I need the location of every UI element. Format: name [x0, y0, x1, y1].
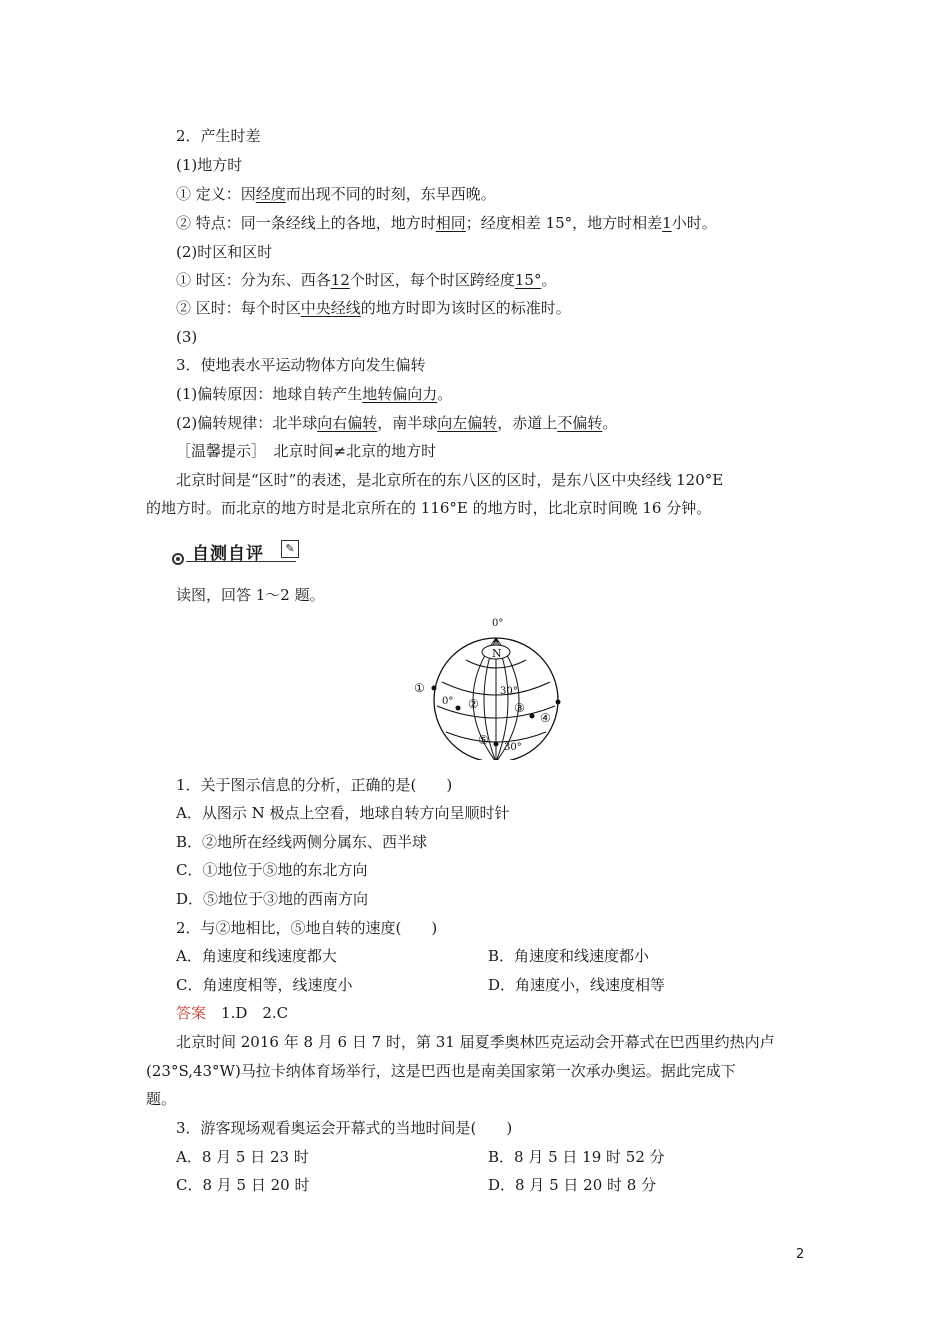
text: ② 特点：同一条经线上的各地，地方时	[176, 214, 436, 232]
text: 。	[541, 271, 557, 289]
point-1-label: ①	[414, 681, 425, 695]
deflection-cause	[176, 384, 452, 404]
underlined-answer: 15°	[514, 271, 542, 289]
passage-line-3: 题。	[146, 1090, 177, 1108]
text: 个时区，每个时区跨经度	[349, 271, 515, 289]
question-3-option-a: A．8 月 5 日 23 时	[176, 1148, 309, 1166]
question-2: 2．与②地相比，⑤地自转的速度( )	[176, 919, 438, 937]
question-3-option-b: B．8 月 5 日 19 时 52 分	[488, 1148, 665, 1166]
underlined-answer: 相同	[435, 214, 466, 232]
text: (2)偏转规律：北半球	[176, 414, 318, 432]
section-title: 自测自评	[192, 544, 264, 564]
text: ，南半球	[377, 414, 438, 432]
question-3-option-d: D．8 月 5 日 20 时 8 分	[488, 1176, 657, 1194]
question-2-option-a: A．角速度和线速度都大	[176, 947, 337, 965]
passage-line-2: (23°S,43°W)马拉卡纳体育场举行，这是巴西也是南美国家第一次承办奥运。据此完成下	[146, 1062, 736, 1080]
page-number: 2	[796, 1247, 805, 1262]
text: ① 时区：分为东、西各	[176, 271, 331, 289]
time-zone-heading: (2)时区和区时	[176, 243, 273, 261]
point-4-label: ④	[540, 711, 551, 725]
text: 。	[437, 385, 453, 403]
question-1-option-c: C．①地位于⑤地的东北方向	[176, 861, 368, 879]
underlined-answer: 12	[330, 271, 350, 289]
question-1: 1．关于图示信息的分析，正确的是( )	[176, 776, 453, 794]
text: 而出现不同的时刻，东早西晚。	[285, 185, 496, 203]
question-1-option-b: B．②地所在经线两侧分属东、西半球	[176, 833, 428, 851]
text: 的地方时即为该时区的标准时。	[360, 299, 571, 317]
section-underline	[186, 561, 296, 562]
text: ① 定义：因	[176, 185, 256, 203]
pen-icon: ✎	[281, 540, 299, 558]
self-test-section-header	[172, 537, 302, 569]
zone-time-definition	[176, 298, 571, 318]
left-meridian-label: 0°	[442, 696, 454, 707]
exercise-intro: 读图，回答 1～2 题。	[176, 586, 325, 604]
pole-label: N	[492, 647, 502, 660]
time-zone-definition	[176, 270, 557, 290]
answer-line	[176, 1003, 288, 1023]
item-3-label: (3)	[176, 328, 198, 346]
local-time-feature	[176, 213, 717, 233]
underlined-answer: 向右偏转	[317, 414, 378, 432]
globe-figure	[410, 612, 570, 760]
question-2-option-c: C．角速度相等，线速度小	[176, 976, 353, 994]
local-time-definition	[176, 184, 496, 204]
answer-label: 答案	[176, 1004, 207, 1022]
deflection-rule	[176, 413, 617, 433]
underlined-answer: 1	[662, 214, 672, 232]
text: ；经度相差 15°，地方时相差	[465, 214, 663, 232]
local-time-heading: (1)地方时	[176, 156, 243, 174]
section-3-heading: 3．使地表水平运动物体方向发生偏转	[176, 356, 426, 374]
question-3-option-c: C．8 月 5 日 20 时	[176, 1176, 310, 1194]
passage-line-1: 北京时间 2016 年 8 月 6 日 7 时，第 31 届夏季奥林匹克运动会开幕式在巴西里约热内卢	[176, 1033, 775, 1051]
underlined-answer: 地转偏向力	[362, 385, 438, 403]
point-2-label: ②	[468, 697, 479, 711]
top-meridian-label: 0°	[492, 618, 504, 629]
underlined-answer: 向左偏转	[437, 414, 498, 432]
text: ② 区时：每个时区	[176, 299, 301, 317]
warm-tip: ［温馨提示］ 北京时间≠北京的地方时	[176, 442, 437, 460]
point-3-label: ③	[514, 701, 525, 715]
question-2-option-b: B．角速度和线速度都小	[488, 947, 650, 965]
bottom-parallel-label: 30°	[504, 742, 522, 753]
text: 小时。	[671, 214, 717, 232]
tip-body-line-2: 的地方时。而北京的地方时是北京所在的 116°E 的地方时，比北京时间晚 16 分钟。	[146, 499, 712, 517]
underlined-answer: 经度	[255, 185, 286, 203]
mid-parallel-label: 30°	[500, 686, 518, 697]
section-2-heading: 2．产生时差	[176, 127, 261, 145]
bullet-ring-icon	[172, 553, 184, 565]
question-1-option-a: A．从图示 N 极点上空看，地球自转方向呈顺时针	[176, 804, 510, 822]
underlined-answer: 不偏转	[557, 414, 603, 432]
point-5-label: ⑤	[478, 733, 489, 747]
tip-body-line-1: 北京时间是“区时”的表述，是北京所在的东八区的区时，是东八区中央经线 120°E	[176, 471, 724, 489]
question-3: 3．游客现场观看奥运会开幕式的当地时间是( )	[176, 1119, 513, 1137]
text: 。	[602, 414, 618, 432]
text: ，赤道上	[497, 414, 558, 432]
question-1-option-d: D．⑤地位于③地的西南方向	[176, 890, 369, 908]
question-2-option-d: D．角速度小，线速度相等	[488, 976, 666, 994]
underlined-answer: 中央经线	[300, 299, 361, 317]
answer-value: 1.D 2.C	[221, 1004, 289, 1022]
text: (1)偏转原因：地球自转产生	[176, 385, 363, 403]
